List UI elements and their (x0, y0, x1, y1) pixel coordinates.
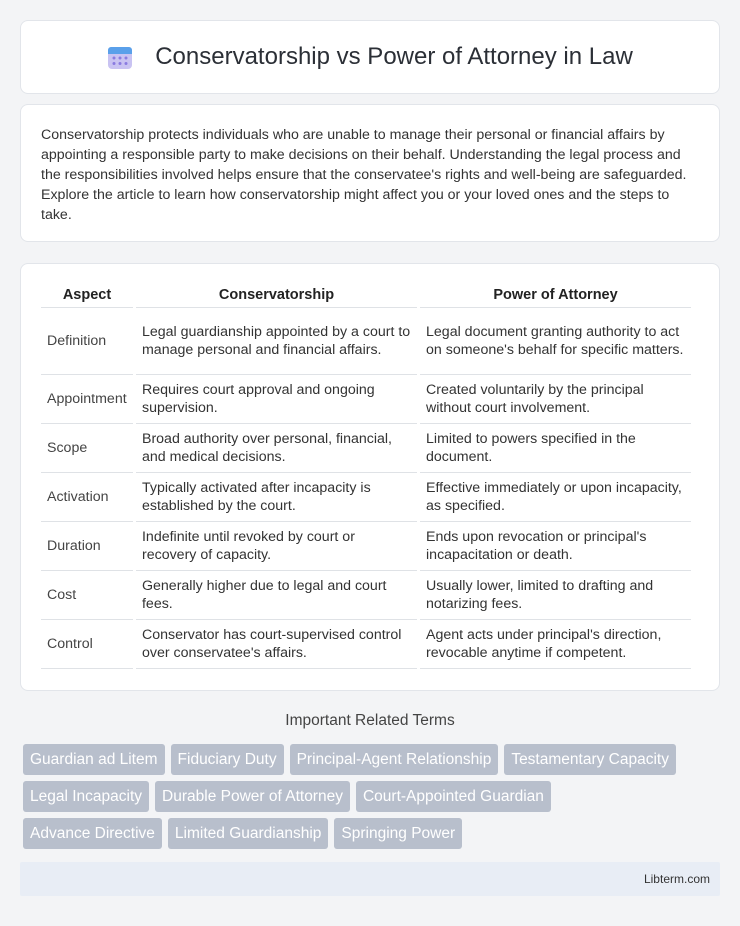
aspect-cell: Activation (41, 473, 133, 522)
conservatorship-cell: Typically activated after incapacity is established by the court. (136, 473, 417, 522)
power-of-attorney-cell: Limited to powers specified in the document. (420, 424, 691, 473)
table-row (41, 571, 691, 620)
column-header: Aspect (41, 284, 133, 308)
power-of-attorney-cell: Effective immediately or upon incapacity, as specified. (420, 473, 691, 522)
related-term-tag[interactable]: Court-Appointed Guardian (356, 781, 551, 812)
conservatorship-cell: Broad authority over personal, financial, and medical decisions. (136, 424, 417, 473)
conservatorship-cell: Conservator has court-supervised control over conservatee's affairs. (136, 620, 417, 669)
footer (20, 862, 720, 896)
aspect-cell: Definition (41, 308, 133, 375)
conservatorship-cell: Indefinite until revoked by court or recovery of capacity. (136, 522, 417, 571)
table-header-row (41, 284, 691, 308)
calendar-icon (107, 44, 133, 70)
aspect-cell: Cost (41, 571, 133, 620)
power-of-attorney-cell: Usually lower, limited to drafting and notarizing fees. (420, 571, 691, 620)
power-of-attorney-cell: Ends upon revocation or principal's incapacitation or death. (420, 522, 691, 571)
aspect-cell: Duration (41, 522, 133, 571)
column-header: Power of Attorney (420, 284, 691, 308)
related-terms-list (23, 744, 723, 855)
related-term-tag[interactable]: Advance Directive (23, 818, 162, 849)
comparison-table (38, 284, 694, 669)
intro-text: Conservatorship protects individuals who are unable to manage their personal or financial affairs by appointing a responsible party to make decisions on their behalf. Understanding the legal process and the responsibilities involved helps ensure that the conservatee's rights and well-being are safeguarded. Explore the article to learn how conservatorship might affect you or your loved ones and the steps to take. (41, 127, 687, 223)
table-row (41, 620, 691, 669)
related-term-tag[interactable]: Testamentary Capacity (504, 744, 676, 775)
related-term-tag[interactable]: Fiduciary Duty (171, 744, 284, 775)
table-row (41, 375, 691, 424)
related-term-tag[interactable]: Legal Incapacity (23, 781, 149, 812)
related-term-tag[interactable]: Limited Guardianship (168, 818, 328, 849)
intro-card (20, 104, 720, 242)
related-term-tag[interactable]: Durable Power of Attorney (155, 781, 350, 812)
related-terms-title: Important Related Terms (285, 712, 455, 729)
power-of-attorney-cell: Agent acts under principal's direction, revocable anytime if competent. (420, 620, 691, 669)
footer-site-link[interactable]: Libterm.com (643, 872, 710, 886)
table-row (41, 473, 691, 522)
related-term-tag[interactable]: Guardian ad Litem (23, 744, 165, 775)
conservatorship-cell: Requires court approval and ongoing supervision. (136, 375, 417, 424)
aspect-cell: Appointment (41, 375, 133, 424)
power-of-attorney-cell: Created voluntarily by the principal without court involvement. (420, 375, 691, 424)
conservatorship-cell: Generally higher due to legal and court fees. (136, 571, 417, 620)
aspect-cell: Control (41, 620, 133, 669)
aspect-cell: Scope (41, 424, 133, 473)
related-term-tag[interactable]: Springing Power (334, 818, 462, 849)
related-term-tag[interactable]: Principal-Agent Relationship (290, 744, 499, 775)
column-header: Conservatorship (136, 284, 417, 308)
header-card (20, 20, 720, 94)
conservatorship-cell: Legal guardianship appointed by a court to manage personal and financial affairs. (136, 308, 417, 375)
table-row (41, 308, 691, 375)
page-title: Conservatorship vs Power of Attorney in Law (155, 43, 633, 70)
table-row (41, 424, 691, 473)
power-of-attorney-cell: Legal document granting authority to act on someone's behalf for specific matters. (420, 308, 691, 375)
table-row (41, 522, 691, 571)
comparison-card (20, 263, 720, 691)
